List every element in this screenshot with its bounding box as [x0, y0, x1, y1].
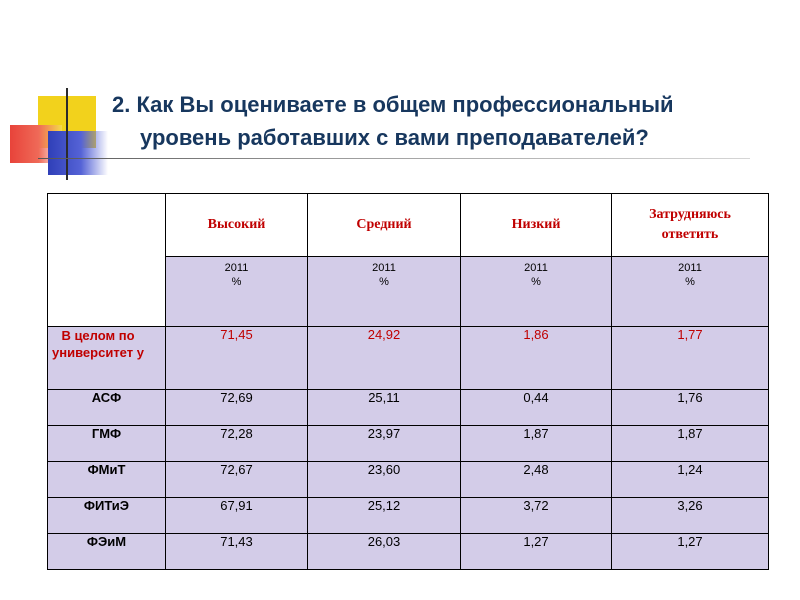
table-row — [48, 498, 769, 534]
year-label: 2011 — [678, 262, 702, 274]
slide-title-line-1: 2. Как Вы оцениваете в общем профессиональный — [112, 92, 674, 117]
column-label: Низкий — [511, 217, 561, 232]
value-cell: 67,91 — [166, 498, 308, 534]
year-cell — [308, 257, 461, 327]
value-cell: 0,44 — [461, 390, 612, 426]
value-cell: 2,48 — [461, 462, 612, 498]
value-cell: 23,97 — [308, 426, 461, 462]
value-cell: 1,76 — [612, 390, 769, 426]
value-cell: 23,60 — [308, 462, 461, 498]
table-row-total — [48, 327, 769, 390]
decor-blue-square — [48, 131, 108, 175]
column-header-low — [461, 194, 612, 257]
row-label: ГМФ — [48, 426, 166, 462]
value-cell: 1,87 — [461, 426, 612, 462]
value-cell: 72,67 — [166, 462, 308, 498]
value-cell: 1,27 — [461, 534, 612, 570]
value-cell: 26,03 — [308, 534, 461, 570]
value-cell: 1,77 — [612, 327, 769, 390]
value-cell: 3,72 — [461, 498, 612, 534]
row-label: ФИТиЭ — [48, 498, 166, 534]
value-cell: 25,11 — [308, 390, 461, 426]
row-label: АСФ — [48, 390, 166, 426]
year-cell — [612, 257, 769, 327]
column-label: Высокий — [207, 217, 266, 232]
header-row — [48, 194, 769, 257]
value-cell: 72,69 — [166, 390, 308, 426]
table-row — [48, 426, 769, 462]
table-row — [48, 462, 769, 498]
year-label: 2011 — [524, 262, 548, 274]
column-header-medium — [308, 194, 461, 257]
slide-title — [112, 88, 772, 154]
decor-horizontal-line — [38, 158, 750, 159]
value-cell: 25,12 — [308, 498, 461, 534]
unit-label: % — [231, 276, 242, 288]
year-cell — [166, 257, 308, 327]
column-label: Средний — [356, 217, 412, 232]
year-cell — [461, 257, 612, 327]
row-label: ФМиТ — [48, 462, 166, 498]
corner-cell — [48, 194, 166, 327]
row-label: В целом по университет у — [48, 327, 166, 390]
table-row — [48, 390, 769, 426]
table-row — [48, 534, 769, 570]
value-cell: 72,28 — [166, 426, 308, 462]
value-cell: 1,24 — [612, 462, 769, 498]
slide-title-line-2: уровень работавших с вами преподавателей? — [140, 125, 649, 150]
column-header-high — [166, 194, 308, 257]
value-cell: 24,92 — [308, 327, 461, 390]
row-label: ФЭиМ — [48, 534, 166, 570]
value-cell: 71,45 — [166, 327, 308, 390]
unit-label: % — [531, 276, 541, 288]
value-cell: 3,26 — [612, 498, 769, 534]
year-label: 2011 — [372, 262, 396, 274]
results-table — [47, 193, 769, 570]
value-cell: 1,87 — [612, 426, 769, 462]
column-label: Затрудняюсь ответить — [649, 207, 731, 242]
value-cell: 1,27 — [612, 534, 769, 570]
unit-label: % — [685, 276, 695, 288]
decor-vertical-line — [66, 88, 68, 180]
unit-label: % — [379, 276, 389, 288]
value-cell: 1,86 — [461, 327, 612, 390]
value-cell: 71,43 — [166, 534, 308, 570]
column-header-hard-to-answer — [612, 194, 769, 257]
year-label: 2011 — [224, 262, 249, 274]
